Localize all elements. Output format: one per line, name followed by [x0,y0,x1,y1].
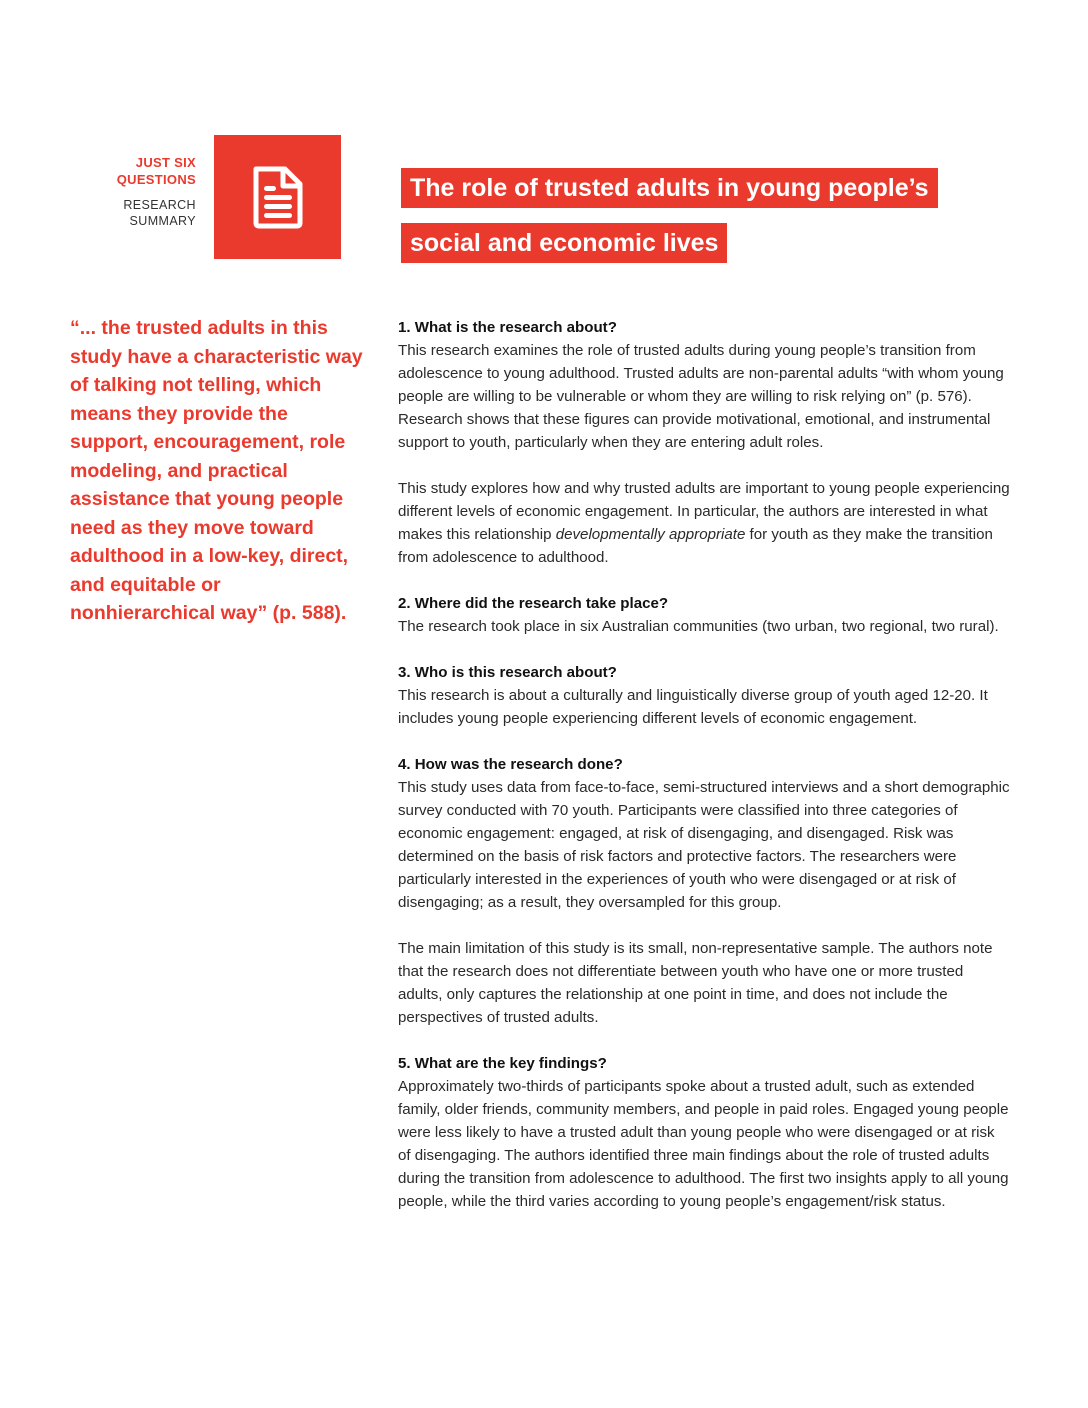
title-line-2: social and economic lives [401,223,727,263]
section-heading: 3. Who is this research about? [398,664,617,681]
page-title [401,168,1041,278]
paragraph [398,477,1010,569]
section-heading: 5. What are the key findings? [398,1055,607,1072]
paragraph: Approximately two-thirds of participants spoke about a trusted adult, such as extended family, older friends, community members, and people in paid roles. Engaged young people were less likely to have a trusted adult than young people who were disengaged or at risk of disengaging. The authors identified three main findings about the role of trusted adults during the transition from adolescence to adulthood. The first two insights apply to all young people, while the third varies according to young people’s engagement/risk status. [398,1078,1009,1210]
document-icon-box [214,135,341,259]
series-name: JUST SIX QUESTIONS [116,155,196,187]
series-label [80,154,196,229]
section-heading: 1. What is the research about? [398,319,617,336]
paragraph: The research took place in six Australian communities (two urban, two regional, two rural). [398,618,999,635]
title-line-1: The role of trusted adults in young people’s [401,168,938,208]
paragraph: The main limitation of this study is its small, non-representative sample. The authors note that the research does not differentiate between youth who have one or more trusted adults, only captures the relationship at one point in time, and does not include the perspectives of trusted adults. [398,940,993,1026]
paragraph-text: for youth as they make the transition from adolescence to adulthood. [398,526,993,566]
paragraph: This research is about a culturally and linguistically diverse group of youth aged 12-20. It includes young people experiencing different levels of economic engagement. [398,687,988,727]
section-heading: 2. Where did the research take place? [398,595,669,612]
pull-quote: “... the trusted adults in this study have a characteristic way of talking not telling, which means they provide the support, encouragement, role modeling, and practical assistance that young people need as they move toward adulthood in a low-key, direct, and equitable or nonhierarchical way” (p. 588). [70,317,363,624]
document-type: RESEARCH SUMMARY [123,198,196,228]
emphasis-text: developmentally appropriate [555,526,746,543]
paragraph-text: This study explores how and why trusted adults are important to young people experiencing different levels of economic engagement. In particular, the authors are interested in what makes this relationship [398,480,1010,543]
paragraph: This study uses data from face-to-face, semi-structured interviews and a short demographic survey conducted with 70 youth. Participants were classified into three categories of economic engagement: engaged, at risk of disengaging, and disengaged. Risk was determined on the basis of risk factors and protective factors. The researchers were particularly interested in the experiences of youth who were disengaged or at risk of disengaging; as a result, they oversampled for this group. [398,779,1010,911]
section-heading: 4. How was the research done? [398,756,623,773]
paragraph: This research examines the role of trusted adults during young people’s transition from adolescence to young adulthood. Trusted adults are non-parental adults “with whom young people are willing to be vulnerable or whom they are willing to risk relying on” (p. 576). Research shows that these figures can provide motivational, emotional, and instrumental support to youth, particularly when they are entering adult roles. [398,342,1004,451]
document-icon [251,165,305,229]
question-list [398,316,1010,1236]
